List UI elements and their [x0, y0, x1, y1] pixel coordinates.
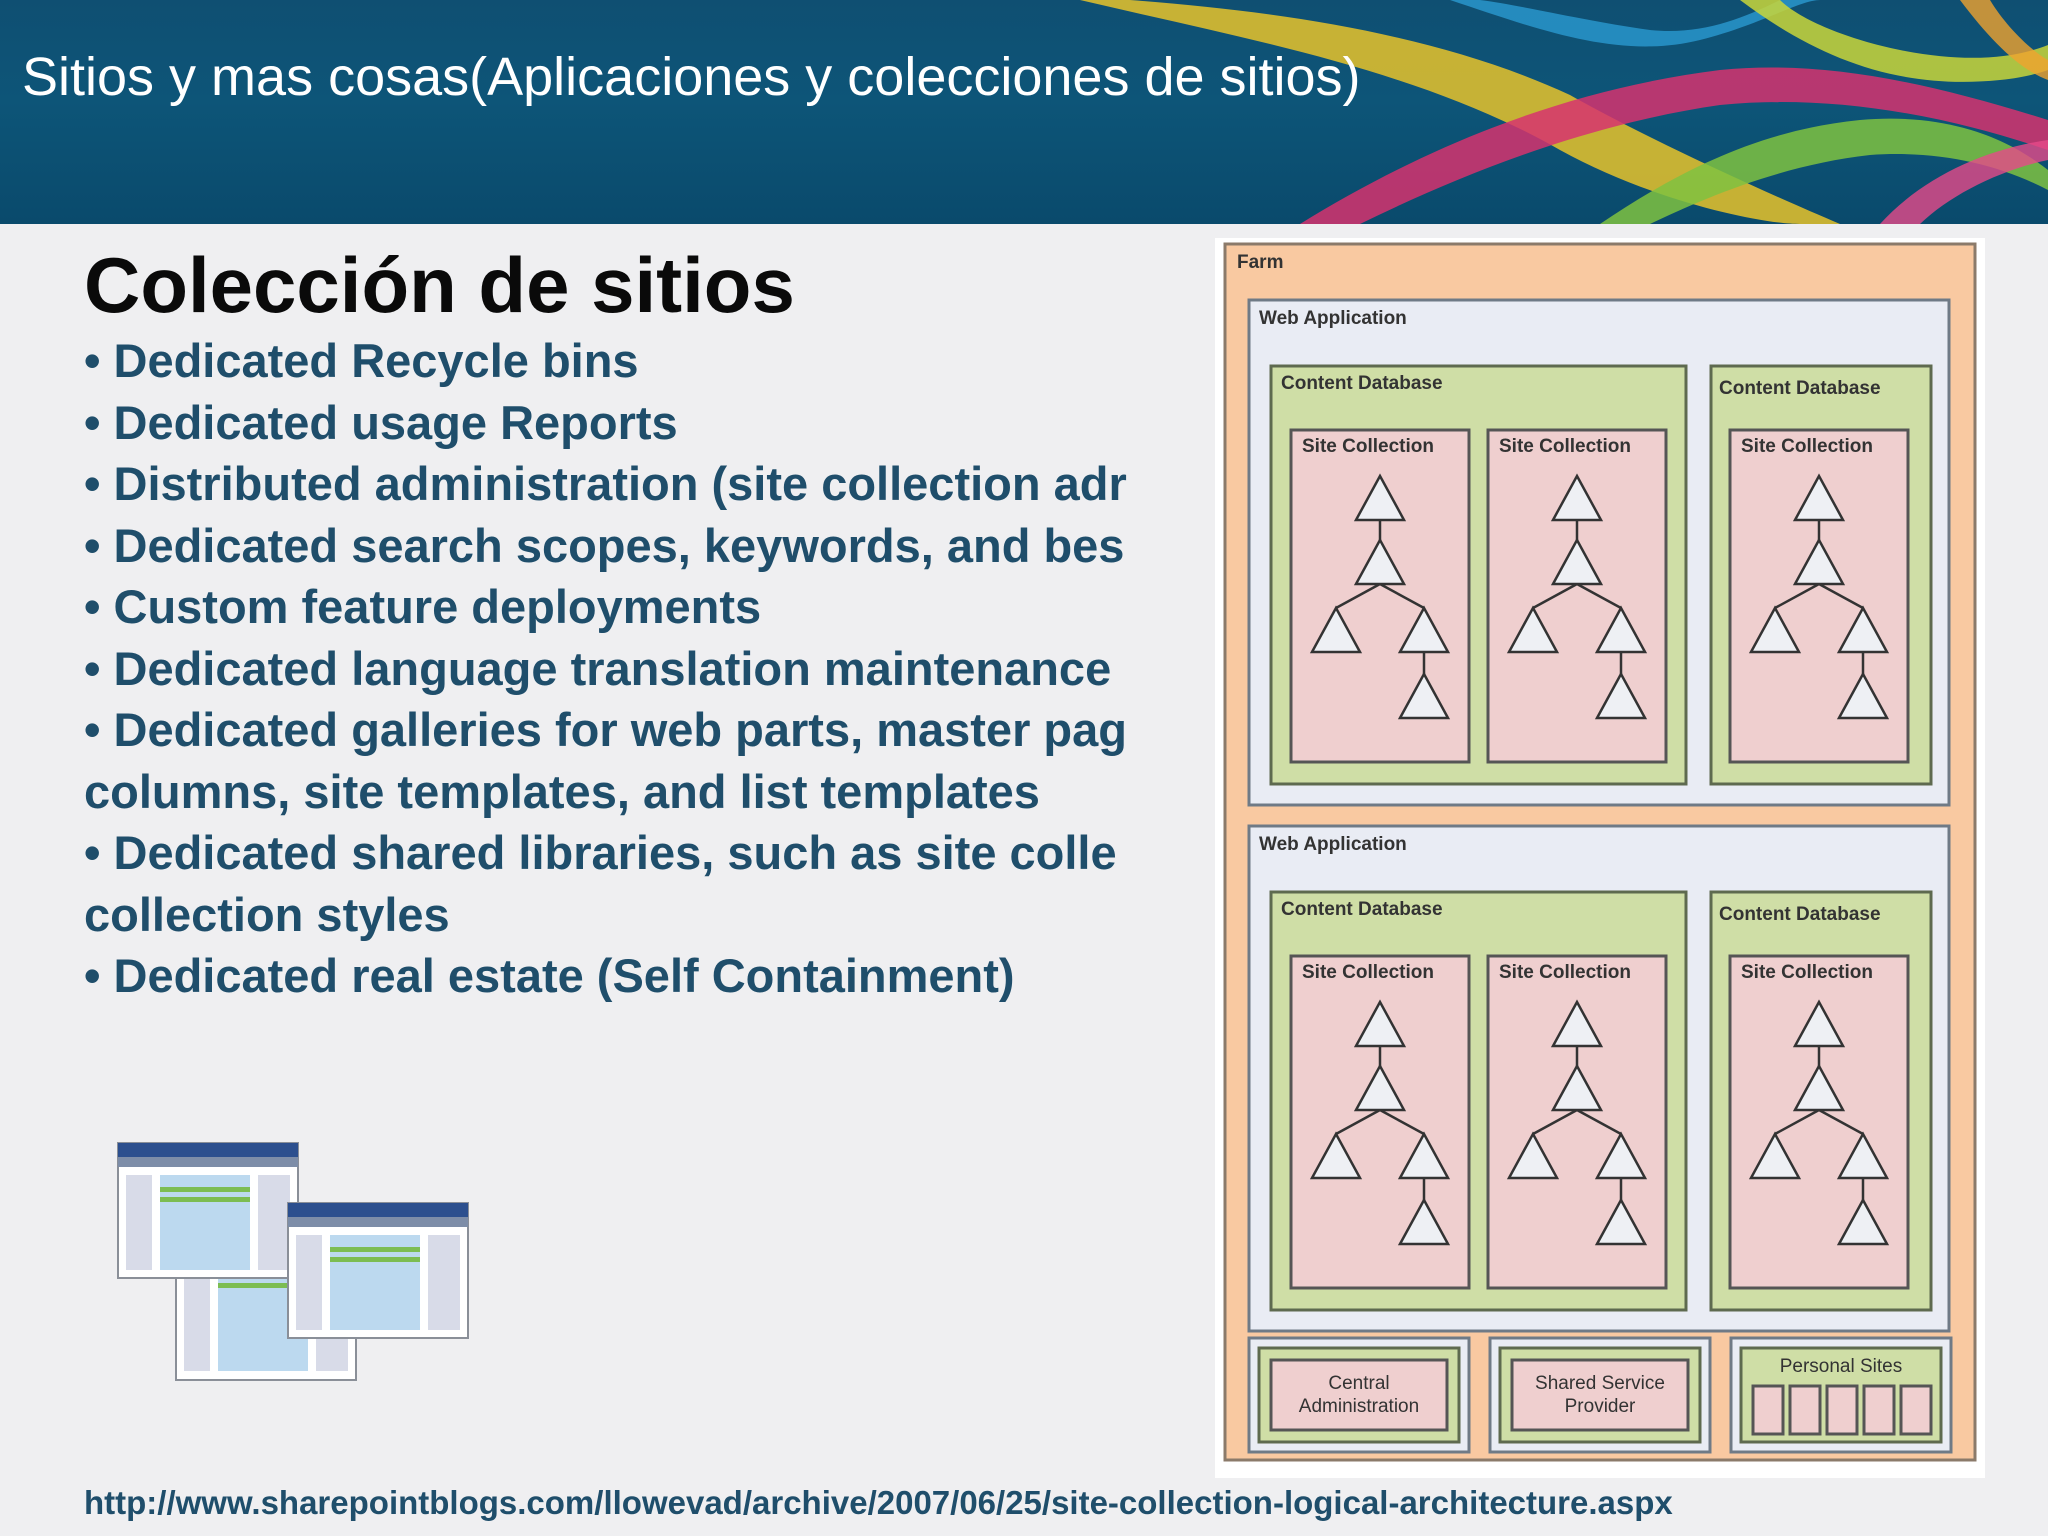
content-database-label: Content Database	[1719, 378, 1881, 399]
source-link[interactable]: http://www.sharepointblogs.com/llowevad/archive/2007/06/25/site-collection-logical-architecture.aspx	[84, 1484, 1673, 1521]
personal-site-box	[1753, 1386, 1783, 1434]
bullet-item: • Distributed administration (site collection adr	[84, 457, 1127, 510]
personal-site-boxes	[1753, 1386, 1931, 1434]
bullet-item-continuation: columns, site templates, and list templates	[84, 764, 1040, 818]
shared-service-provider	[1490, 1338, 1710, 1452]
central-administration	[1249, 1338, 1469, 1452]
farm-architecture-diagram	[1215, 238, 1985, 1478]
bullet-item: • Custom feature deployments	[84, 580, 762, 633]
bullet-item-continuation: collection styles	[84, 887, 450, 941]
ssp-line1: Shared Service	[1535, 1373, 1665, 1394]
bullet-item: • Dedicated usage Reports	[84, 395, 678, 449]
web-application-1	[1249, 300, 1949, 805]
site-collection-label: Site Collection	[1302, 962, 1434, 983]
bullet-item: • Dedicated galleries for web parts, master pag	[84, 703, 1127, 756]
slide-title: Sitios y mas cosas(Aplicaciones y colecciones de sitios)	[22, 47, 1361, 107]
personal-site-box	[1901, 1386, 1931, 1434]
central-admin-line2: Administration	[1298, 1396, 1420, 1417]
personal-site-box	[1827, 1386, 1857, 1434]
screenshot-right	[288, 1203, 468, 1338]
bullet-item: • Dedicated language translation maintenance	[84, 641, 1112, 695]
site-screenshots-illustration	[110, 1135, 490, 1385]
content-database-label: Content Database	[1719, 904, 1881, 925]
web-application-label: Web Application	[1259, 308, 1407, 329]
ssp-line2: Provider	[1564, 1396, 1636, 1417]
bullet-item: • Dedicated search scopes, keywords, and bes	[84, 518, 1125, 572]
content-database-label: Content Database	[1281, 899, 1443, 920]
personal-site-box	[1790, 1386, 1820, 1434]
bullet-item: • Dedicated shared libraries, such as site colle	[84, 826, 1117, 879]
site-collection-label: Site Collection	[1302, 436, 1434, 457]
section-heading: Colección de sitios	[84, 241, 795, 329]
bullet-item: • Dedicated real estate (Self Containment)	[84, 949, 1015, 1002]
personal-site-box	[1864, 1386, 1894, 1434]
web-application-2	[1249, 826, 1949, 1331]
screenshot-left	[118, 1143, 298, 1278]
site-collection-label: Site Collection	[1741, 962, 1873, 983]
central-admin-line1: Central	[1328, 1373, 1390, 1394]
personal-sites-label: Personal Sites	[1779, 1356, 1903, 1377]
content-database-label: Content Database	[1281, 373, 1443, 394]
personal-sites	[1731, 1338, 1951, 1452]
slide-header	[0, 0, 2048, 224]
site-collection-label: Site Collection	[1741, 436, 1873, 457]
farm-label: Farm	[1237, 252, 1284, 273]
bullet-list	[84, 330, 1219, 1007]
web-application-label: Web Application	[1259, 834, 1407, 855]
site-collection-label: Site Collection	[1499, 962, 1631, 983]
site-collection-label: Site Collection	[1499, 436, 1631, 457]
bullet-item: • Dedicated Recycle bins	[84, 334, 639, 387]
decorative-ribbons	[0, 0, 2048, 224]
